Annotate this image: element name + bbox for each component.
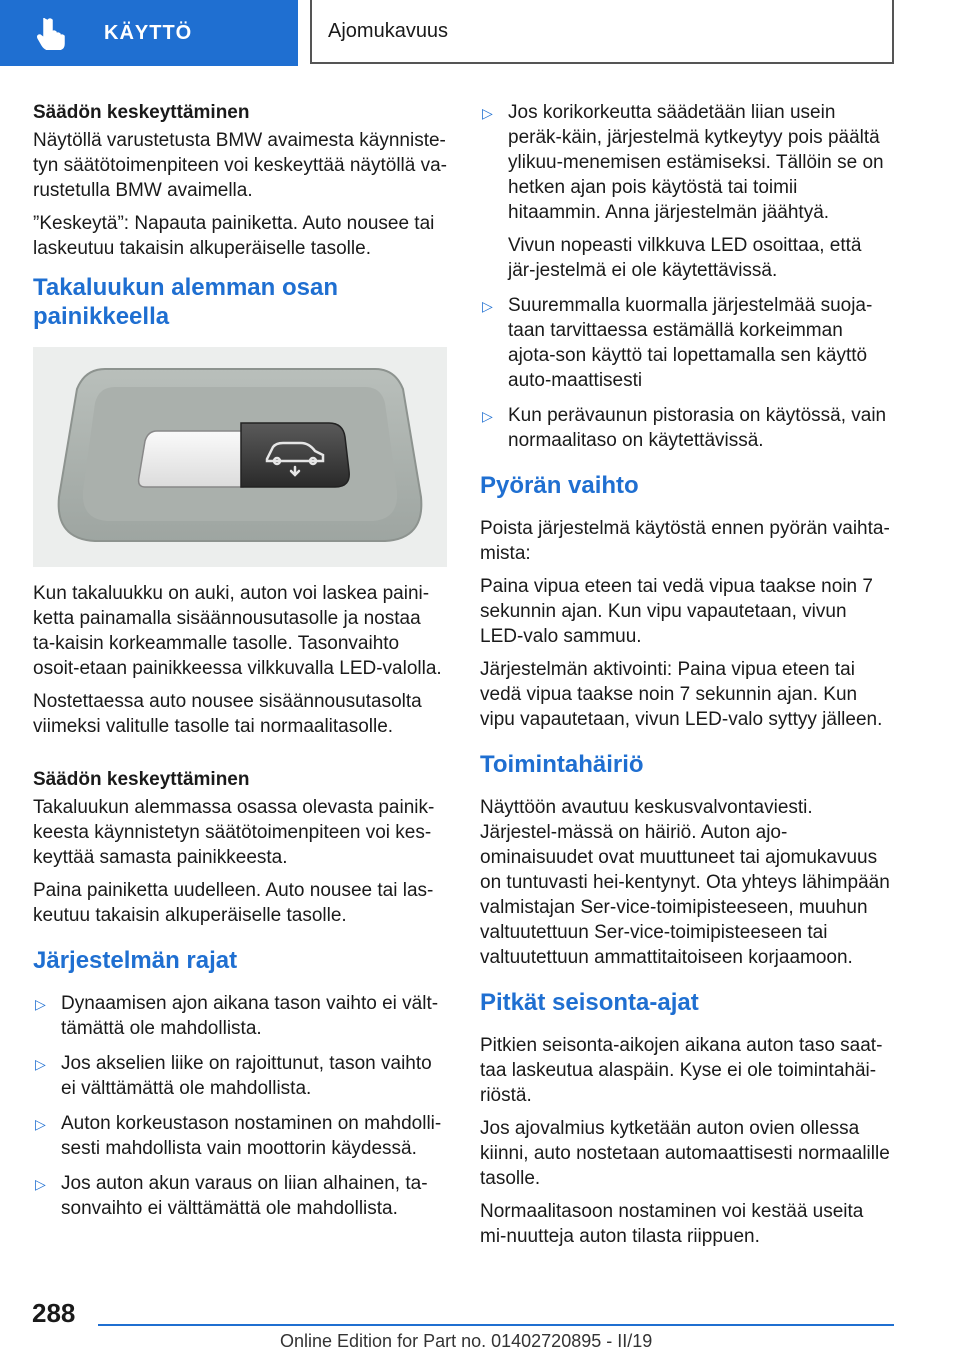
paragraph: Näyttöön avautuu keskusvalvontaviesti. Järjestel-mässä on häiriö. Auton ajo-ominaisuudet ovat muuttuneet tai ajomukavuus on tuntuvasti hei-kentynyt. Ota yhteys lähimpään valmistajan Ser-vice-toimipisteeseen, muuhun valtuutettuun Ser-vice-toimipisteeseen tai valtuutettuun ammattitaitoiseen korjaamoon. [480, 797, 890, 968]
limits-list-continued [480, 100, 894, 453]
triangle-bullet-icon: ▷ [35, 1176, 46, 1192]
heading-tailgate-button: Takaluukun alemman osan painikkeella [33, 274, 338, 330]
triangle-bullet-icon: ▷ [35, 996, 46, 1012]
section-tab[interactable] [0, 0, 298, 66]
list-item: ▷ Jos akselien liike on rajoittunut, tason vaihto ei välttämättä ole mahdollista. [35, 1053, 432, 1099]
left-column [33, 100, 447, 1231]
triangle-bullet-icon: ▷ [482, 298, 493, 314]
paragraph: Paina vipua eteen tai vedä vipua taakse noin 7 sekunnin ajan. Kun vipu vapautetaan, vivun LED-valo sammuu. [480, 576, 873, 647]
chapter-label: Ajomukavuus [328, 19, 449, 42]
paragraph: Paina painiketta uudelleen. Auto nousee tai las-keutuu takaisin alkuperäiselle tasolle. [33, 880, 434, 926]
list-item: ▷ Kun perävaunun pistorasia on käytössä, vain normaalitaso on käytettävissä. [482, 405, 887, 451]
list-item: ▷ Jos korikorkeutta säädetään liian usein peräk-käin, järjestelmä kytkeytyy pois päältä ylikuu-menemisen estämiseksi. Tällöin se on hetken ajan pois käytöstä tai toimii hitaammin. Anna järjestelmän jäähtyä. Vivun nopeasti vilkkuva LED osoittaa, että jär-jestelmä ei ole käytettävissä. [482, 102, 884, 281]
paragraph: Normaalitasoon nostaminen voi kestää useita mi-nuutteja auton tilasta riippuen. [480, 1201, 864, 1247]
section-label: KÄYTTÖ [104, 21, 193, 44]
subheading-cancel-key: Säädön keskeyttäminen [33, 102, 250, 123]
right-column [480, 100, 894, 1257]
heading-wheel-change: Pyörän vaihto [480, 472, 639, 499]
list-item: ▷ Auton korkeustason nostaminen on mahdolli-sesti mahdollista vain moottorin käydessä. [35, 1113, 442, 1159]
page-number: 288 [32, 1298, 76, 1328]
limits-list [33, 991, 447, 1221]
paragraph: Nostettaessa auto nousee sisäännousutasolta viimeksi valitulle tasolle tai normaalitasolle. [33, 691, 422, 737]
list-item: ▷ Suuremmalla kuormalla järjestelmää suoja-taan tarvittaessa estämällä korkeimman ajota-son käyttö tai lopettamalla sen käyttö auto-maattisesti [482, 295, 873, 391]
triangle-bullet-icon: ▷ [35, 1116, 46, 1132]
tailgate-button-illustration [33, 347, 447, 567]
hand-pointer-icon [36, 16, 70, 50]
paragraph: Kun takaluukku on auki, auton voi laskea paini-ketta painamalla sisäännousutasolle ja nostaa ta-kaisin korkeammalle tasolle. Tasonvaihto osoit-etaan painikkeessa vilkkuvalla LED-valolla. [33, 583, 442, 679]
paragraph: ”Keskeytä”: Napauta painiketta. Auto nousee tai laskeutuu takaisin alkuperäiselle tasolle. [33, 213, 435, 259]
triangle-bullet-icon: ▷ [482, 105, 493, 121]
paragraph: Poista järjestelmä käytöstä ennen pyörän vaihta-mista: [480, 518, 890, 564]
heading-malfunction: Toimintahäiriö [480, 751, 644, 778]
paragraph: Jos ajovalmius kytketään auton ovien ollessa kiinni, auto nostetaan automaattisesti normaalille tasolle. [480, 1118, 890, 1189]
list-item: ▷ Jos auton akun varaus on liian alhainen, ta-sonvaihto ei välttämättä ole mahdollista. [35, 1173, 428, 1219]
page-header [0, 0, 960, 66]
heading-system-limits: Järjestelmän rajat [33, 947, 238, 974]
tailgate-button-figure [33, 347, 447, 567]
paragraph: Takaluukun alemmassa osassa olevasta painik-keesta käynnistetyn säätötoimenpiteen voi kes-keyttää samasta painikkeesta. [33, 797, 435, 868]
triangle-bullet-icon: ▷ [482, 408, 493, 424]
list-item: ▷ Dynaamisen ajon aikana tason vaihto ei vält-tämättä ole mahdollista. [35, 993, 439, 1039]
paragraph: Järjestelmän aktivointi: Paina vipua eteen tai vedä vipua taakse noin 7 sekunnin ajan. Kun vipu vapautetaan, vivun LED-valo syttyy jälleen. [480, 659, 883, 730]
chapter-tab[interactable] [310, 0, 894, 64]
paragraph: Näytöllä varustetusta BMW avaimesta käynniste-tyn säätötoimenpiteen voi keskeyttää näytöllä va-rustetulla BMW avaimella. [33, 130, 448, 201]
footer-divider [98, 1324, 894, 1326]
paragraph: Pitkien seisonta-aikojen aikana auton taso saat-taa laskeutua alaspäin. Kyse ei ole toimintahäi-riöstä. [480, 1035, 883, 1106]
subheading-cancel-button: Säädön keskeyttäminen [33, 769, 250, 790]
heading-long-parking: Pitkät seisonta-ajat [480, 989, 699, 1016]
edition-note: Online Edition for Part no. 01402720895 - II/19 [280, 1331, 653, 1351]
triangle-bullet-icon: ▷ [35, 1056, 46, 1072]
